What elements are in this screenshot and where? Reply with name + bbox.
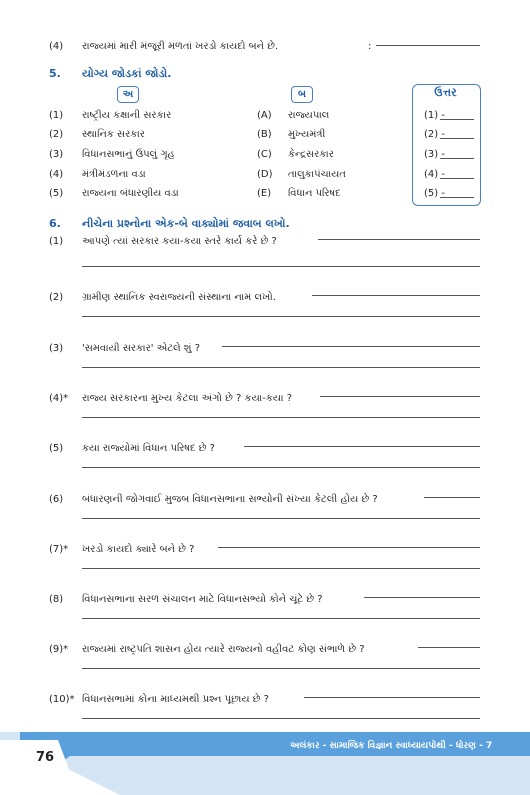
match-item-a: રાજ્યના બંધારણીય વડા <box>82 188 179 199</box>
answer-line[interactable] <box>82 467 480 468</box>
match-key-b: (B) <box>257 129 272 140</box>
page-number-tab <box>0 740 70 772</box>
answer-blank[interactable] <box>440 197 474 198</box>
answer-line[interactable] <box>222 346 480 347</box>
column-b-header: બ <box>291 86 313 103</box>
match-row-number: (5) <box>49 188 64 199</box>
question-number: (7)* <box>49 544 69 555</box>
answer-line[interactable] <box>82 417 480 418</box>
q4-prev-text: રાજ્યમાં મારી મંજૂરી મળતાં ખરડો કાયદો બને છે. <box>82 41 279 52</box>
match-row-number: (1) <box>49 110 64 121</box>
section5-title: યોગ્ય જોડકાં જોડો. <box>82 67 172 80</box>
answer-line[interactable] <box>418 647 480 648</box>
match-key-b: (E) <box>257 188 272 199</box>
section6-number: 6. <box>49 217 61 230</box>
book-title: અલંકાર - સામાજિક વિજ્ઞાન સ્વાધ્યાયપોથી - ધોરણ - 7 <box>290 741 493 751</box>
question-number: (8) <box>49 594 64 605</box>
question-text: આપણે ત્યાં સરકાર કયા-કયા સ્તરે કાર્ય કરે છે ? <box>82 236 277 247</box>
answer-line[interactable] <box>320 396 480 397</box>
question-number: (2) <box>49 292 64 303</box>
question-number: (9)* <box>49 644 69 655</box>
answer-blank[interactable] <box>440 119 474 120</box>
match-item-b: કેન્દ્રસરકાર <box>288 149 334 160</box>
answer-blank[interactable] <box>440 138 474 139</box>
question-text: ખરડો કાયદો ક્યારે બને છે ? <box>82 544 195 555</box>
question-text: વિધાનસભાના સરળ સંચાલન માટે વિધાનસભ્યો કોને ચૂંટે છે ? <box>82 594 323 605</box>
q4-prev-number: (4) <box>49 41 64 52</box>
question-text: રાજ્યમાં રાષ્ટ્રપતિ શાસન હોય ત્યારે રાજ્યનો વહીવટ કોણ સંભાળે છે ? <box>82 644 365 655</box>
answer-label: (3) - <box>424 149 445 160</box>
answer-line[interactable] <box>318 239 480 240</box>
answer-line[interactable] <box>82 316 480 317</box>
answer-line[interactable] <box>424 497 480 498</box>
page-number: 76 <box>36 750 55 765</box>
answer-line[interactable] <box>244 446 480 447</box>
answer-line[interactable] <box>304 697 480 698</box>
match-item-b: વિધાન પરિષદ <box>288 188 341 199</box>
question-text: ગ્રામીણ સ્થાનિક સ્વરાજ્યની સંસ્થાના નામ લખો. <box>82 292 276 303</box>
question-number: (5) <box>49 443 64 454</box>
answer-box-header: ઉત્તર <box>434 86 457 99</box>
answer-line[interactable] <box>82 367 480 368</box>
match-row-number: (4) <box>49 169 64 180</box>
answer-line[interactable] <box>82 518 480 519</box>
match-row-number: (3) <box>49 149 64 160</box>
match-item-a: વિધાનસભાનું ઉપલું ગૃહ <box>82 149 175 160</box>
answer-line[interactable] <box>218 547 480 548</box>
answer-line[interactable] <box>82 618 480 619</box>
question-text: વિધાનસભામાં કોના માધ્યમથી પ્રશ્ન પૂછાય છે ? <box>82 694 269 705</box>
answer-label: (1) - <box>424 110 445 121</box>
answer-line[interactable] <box>82 266 480 267</box>
answer-line[interactable] <box>82 568 480 569</box>
answer-line[interactable] <box>82 718 480 719</box>
question-number: (3) <box>49 343 64 354</box>
match-row-number: (2) <box>49 129 64 140</box>
match-item-b: તાલુકાપંચાયત <box>288 169 346 180</box>
match-item-a: રાષ્ટ્રીય કક્ષાની સરકાર <box>82 110 172 121</box>
answer-label: (4) - <box>424 169 445 180</box>
question-number: (10)* <box>49 694 75 705</box>
question-text: કયા રાજ્યોમાં વિધાન પરિષદ છે ? <box>82 443 215 454</box>
match-item-b: મુખ્યમંત્રી <box>288 129 326 140</box>
answer-blank[interactable] <box>440 158 474 159</box>
q4-prev-colon: : <box>368 41 372 52</box>
answer-label: (2) - <box>424 129 445 140</box>
answer-line[interactable] <box>82 668 480 669</box>
answer-line[interactable] <box>364 597 480 598</box>
q4-prev-answer-line[interactable] <box>376 45 480 46</box>
match-item-a: સ્થાનિક સરકાર <box>82 129 145 140</box>
match-key-b: (C) <box>257 149 272 160</box>
match-item-a: મંત્રીમંડળના વડા <box>82 169 146 180</box>
answer-line[interactable] <box>312 295 480 296</box>
question-text: રાજ્ય સરકારના મુખ્ય કેટલા અંગો છે ? કયા-કયા ? <box>82 393 293 404</box>
section6-title: નીચેના પ્રશ્નોના એક-બે વાક્યોમાં જવાબ લખો. <box>82 217 290 230</box>
match-item-b: રાજ્યપાલ <box>288 110 330 121</box>
column-a-header: અ <box>117 86 139 103</box>
question-text: બંધારણની જોગવાઈ મુજબ વિધાનસભાના સભ્યોની સંખ્યા કેટલી હોય છે ? <box>82 494 378 505</box>
question-number: (6) <box>49 494 64 505</box>
question-number: (4)* <box>49 393 69 404</box>
match-key-b: (D) <box>257 169 273 180</box>
answer-box <box>412 84 481 206</box>
question-number: (1) <box>49 236 64 247</box>
match-key-b: (A) <box>257 110 272 121</box>
question-text: 'સમવાયી સરકાર' એટલે શું ? <box>82 343 201 354</box>
section5-number: 5. <box>49 67 61 80</box>
answer-label: (5) - <box>424 188 445 199</box>
answer-blank[interactable] <box>440 178 474 179</box>
